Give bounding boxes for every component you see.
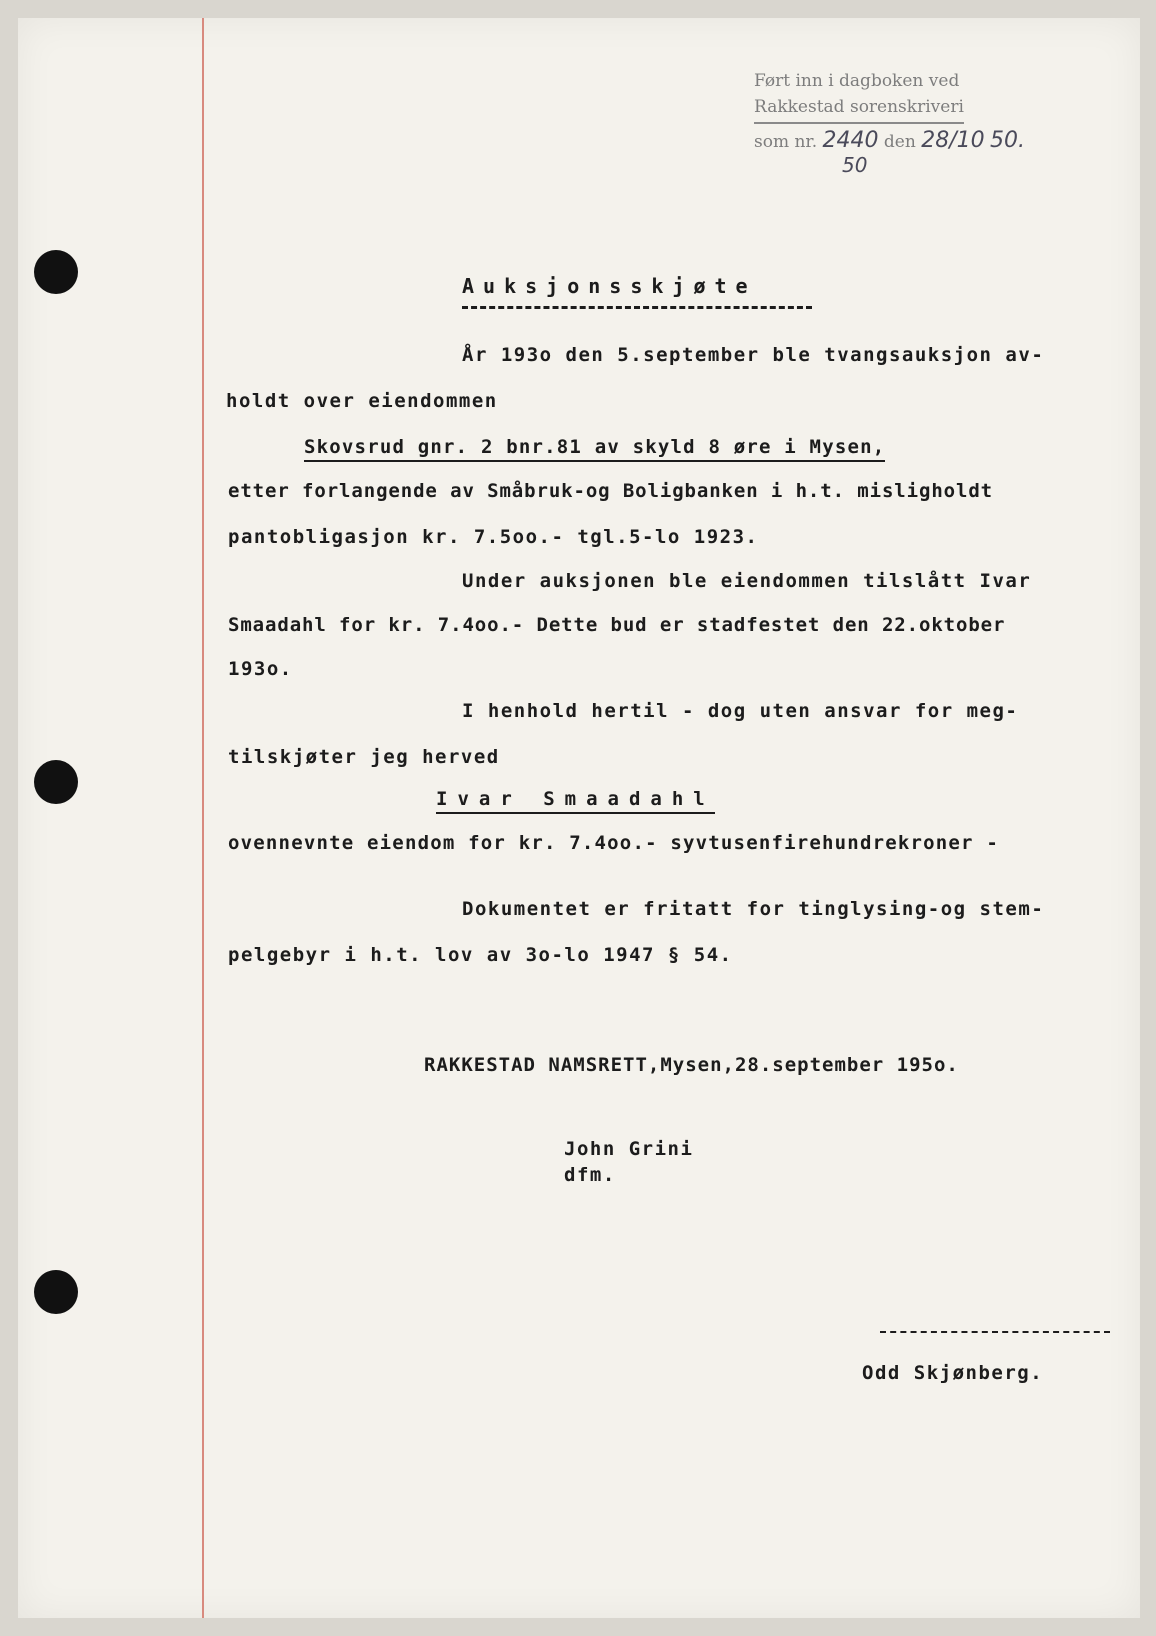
- document-page: [18, 18, 1140, 1618]
- text-line: År 193o den 5.september ble tvangsauksjon av-: [462, 344, 1045, 366]
- stamp-line-3: [754, 128, 1094, 155]
- signature-line: [880, 1331, 1110, 1333]
- stamp-year: 50.: [990, 128, 1026, 153]
- margin-line: [202, 18, 204, 1618]
- stamp-date: 28/10: [921, 128, 985, 153]
- text-line: Smaadahl for kr. 7.4oo.- Dette bud er stadfestet den 22.oktober: [228, 614, 1006, 636]
- buyer-name: Ivar Smaadahl: [436, 788, 715, 814]
- document-title: Auksjonsskjøte: [462, 274, 757, 298]
- text-line: 193o.: [228, 658, 293, 680]
- text-line: etter forlangende av Småbruk-og Boligbanken i h.t. misligholdt: [228, 480, 994, 502]
- punch-hole-top: [34, 250, 78, 294]
- title-underline: [462, 306, 812, 309]
- text-line: pelgebyr i h.t. lov av 3o-lo 1947 § 54.: [228, 944, 733, 966]
- second-signer: Odd Skjønberg.: [862, 1362, 1044, 1384]
- text-line: holdt over eiendommen: [226, 390, 498, 412]
- text-line: Under auksjonen ble eiendommen tilslått Ivar: [462, 570, 1032, 592]
- place-date: RAKKESTAD NAMSRETT,Mysen,28.september 195o.: [424, 1054, 959, 1076]
- stamp-line-2: Rakkestad sorenskriveri: [754, 97, 964, 117]
- text-line: I henhold hertil - dog uten ansvar for meg-: [462, 700, 1019, 722]
- stamp-rule: [754, 122, 964, 124]
- stamp-number: 2440: [822, 128, 879, 153]
- stamp-number-year: 50: [842, 153, 868, 177]
- text-line: ovennevnte eiendom for kr. 7.4oo.- syvtusenfirehundrekroner -: [228, 832, 999, 854]
- signer-title: dfm.: [564, 1164, 616, 1186]
- signer-name: John Grini: [564, 1138, 694, 1160]
- stamp-date-label: den: [883, 132, 916, 152]
- text-line: tilskjøter jeg herved: [228, 746, 500, 768]
- punch-hole-bottom: [34, 1270, 78, 1314]
- stamp-line-1: Ført inn i dagboken ved: [754, 71, 960, 91]
- text-line: pantobligasjon kr. 7.5oo.- tgl.5-lo 1923.: [228, 526, 759, 548]
- punch-hole-middle: [34, 760, 78, 804]
- stamp-number-label: som nr.: [754, 132, 818, 152]
- text-line: Dokumentet er fritatt for tinglysing-og stem-: [462, 898, 1045, 920]
- registry-stamp: [754, 68, 1094, 175]
- property-line: Skovsrud gnr. 2 bnr.81 av skyld 8 øre i Mysen,: [304, 436, 885, 462]
